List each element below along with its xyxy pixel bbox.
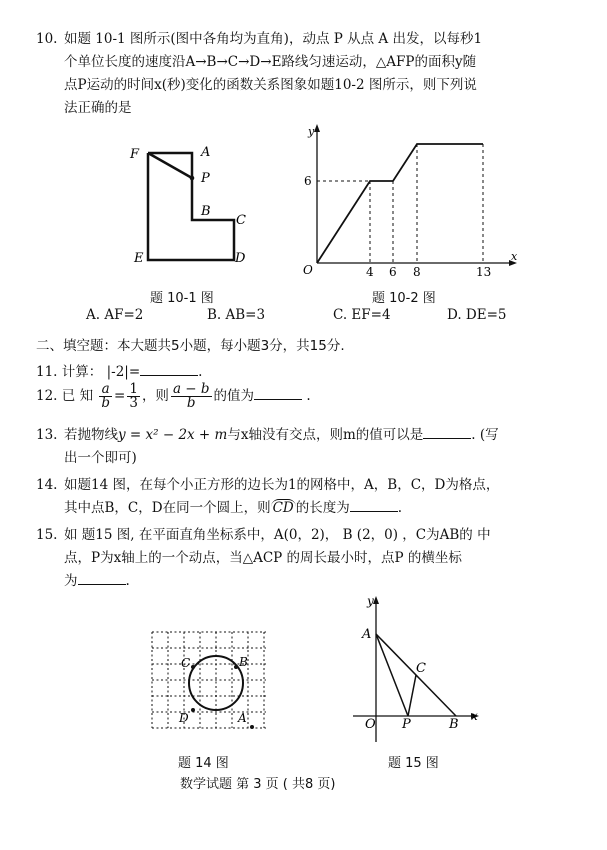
question-end: .	[397, 500, 403, 516]
math-expression: |-2|=	[106, 364, 141, 380]
question-text: 为	[64, 573, 78, 589]
option-b: B. AB=3	[207, 307, 266, 323]
figure-14	[140, 622, 280, 752]
denominator: b	[186, 395, 196, 411]
question-text: 的值为	[213, 388, 255, 404]
question-text: 其中点B，C，D在同一个圆上，则	[64, 500, 271, 516]
label-F: F	[130, 147, 140, 162]
answer-blank	[350, 497, 398, 512]
answer-blank	[423, 424, 471, 439]
option-d: D. DE=5	[447, 307, 507, 323]
figure-10-1-caption: 题 10-1 图	[150, 291, 214, 306]
question-text-line: 个单位长度的速度沿A→B→C→D→E路线匀速运动，△AFP的面积y随	[64, 54, 477, 70]
label-C: C	[236, 213, 246, 228]
label-D: D	[235, 251, 246, 266]
question-text: 已 知	[61, 388, 94, 404]
y-tick-6: 6	[304, 174, 312, 188]
label-P: P	[402, 717, 411, 732]
label-A: A	[238, 711, 247, 725]
figure-15	[345, 592, 495, 752]
question-text: 与x轴没有交点，则m的值可以是	[227, 427, 424, 443]
x-tick-13: 13	[476, 265, 492, 279]
option-a: A. AF=2	[86, 307, 144, 323]
question-end: .	[198, 364, 203, 380]
answer-blank	[254, 385, 302, 400]
figure-10-2-caption: 题 10-2 图	[372, 291, 436, 306]
question-10	[36, 28, 564, 120]
figure-14-caption: 题 14 图	[178, 756, 229, 771]
origin-label: O	[303, 263, 313, 277]
numerator: 1	[129, 381, 138, 397]
question-number: 12.	[36, 388, 58, 404]
label-D: D	[179, 711, 189, 725]
question-number: 10.	[36, 31, 58, 47]
denominator: b	[101, 395, 111, 411]
label-P: P	[201, 171, 210, 186]
equals-sign: =	[114, 388, 126, 404]
fraction-a-minus-b-over-b	[171, 383, 212, 410]
denominator: 3	[129, 395, 138, 411]
axis-y-label: y	[367, 594, 374, 608]
question-text-line: 如题14 图，在每个小正方形的边长为1的网格中，A，B，C，D为格点，	[64, 477, 500, 493]
fraction-one-third	[127, 383, 140, 410]
origin-label: O	[365, 717, 376, 732]
figure-15-caption: 题 15 图	[388, 756, 439, 771]
label-C: C	[181, 656, 191, 670]
fraction-a-over-b	[99, 383, 112, 410]
math-formula: y = x² − 2x + m	[118, 427, 228, 443]
question-15	[36, 524, 564, 593]
question-text: 计算：	[61, 364, 103, 380]
question-number: 13.	[36, 427, 58, 443]
question-12	[36, 383, 311, 410]
question-text-line: 如 题15 图, 在平面直角坐标系中，A(0，2)， B (2，0) ，C为AB的 中	[64, 527, 491, 543]
axis-x-label: x	[511, 250, 518, 263]
question-number: 15.	[36, 527, 58, 543]
answer-blank	[78, 570, 126, 585]
question-text-line: 点，P为x轴上的一个动点，当△ACP 的周长最小时，点P 的横坐标	[64, 550, 462, 566]
question-text: 若抛物线	[64, 427, 118, 443]
numerator: a − b	[172, 381, 210, 397]
question-number: 11.	[36, 364, 58, 380]
question-end: . (写	[471, 427, 499, 443]
question-text: 的长度为	[295, 500, 350, 516]
question-text-line: 如题 10-1 图所示(图中各角均为直角)，动点 P 从点 A 出发，以每秒1	[64, 31, 483, 47]
question-text-line: 点P运动的时间x(秒)变化的函数关系图象如题10-2 图所示，则下列说	[64, 77, 477, 93]
label-B: B	[449, 717, 459, 732]
question-number: 14.	[36, 477, 58, 493]
label-A: A	[201, 145, 211, 160]
label-B: B	[201, 204, 211, 219]
page-footer: 数学试题 第 3 页 ( 共8 页)	[180, 777, 336, 792]
x-tick-8: 8	[413, 265, 421, 279]
section-heading: 二、填空题：本大题共5小题，每小题3分，共15分.	[36, 338, 345, 354]
figure-10-1	[120, 135, 260, 270]
arc-cd: CD	[272, 500, 294, 516]
label-E: E	[134, 251, 144, 266]
label-A: A	[362, 627, 372, 642]
label-C: C	[416, 661, 426, 676]
figure-10-2	[295, 120, 525, 280]
question-end: .	[125, 573, 130, 589]
answer-blank	[140, 361, 198, 376]
label-B: B	[239, 655, 248, 669]
question-13	[36, 424, 564, 470]
x-tick-4: 4	[366, 265, 374, 279]
axis-y-label: y	[308, 125, 315, 138]
question-end: .	[306, 388, 311, 404]
option-c: C. EF=4	[333, 307, 391, 323]
question-text-line: 法正确的是	[64, 100, 132, 116]
axis-x-label: x	[471, 709, 478, 723]
numerator: a	[99, 383, 112, 397]
x-tick-6: 6	[389, 265, 397, 279]
question-text: ，则	[141, 388, 169, 404]
question-text-line: 出一个即可)	[64, 450, 137, 466]
question-14	[36, 474, 564, 520]
question-11	[36, 360, 202, 380]
